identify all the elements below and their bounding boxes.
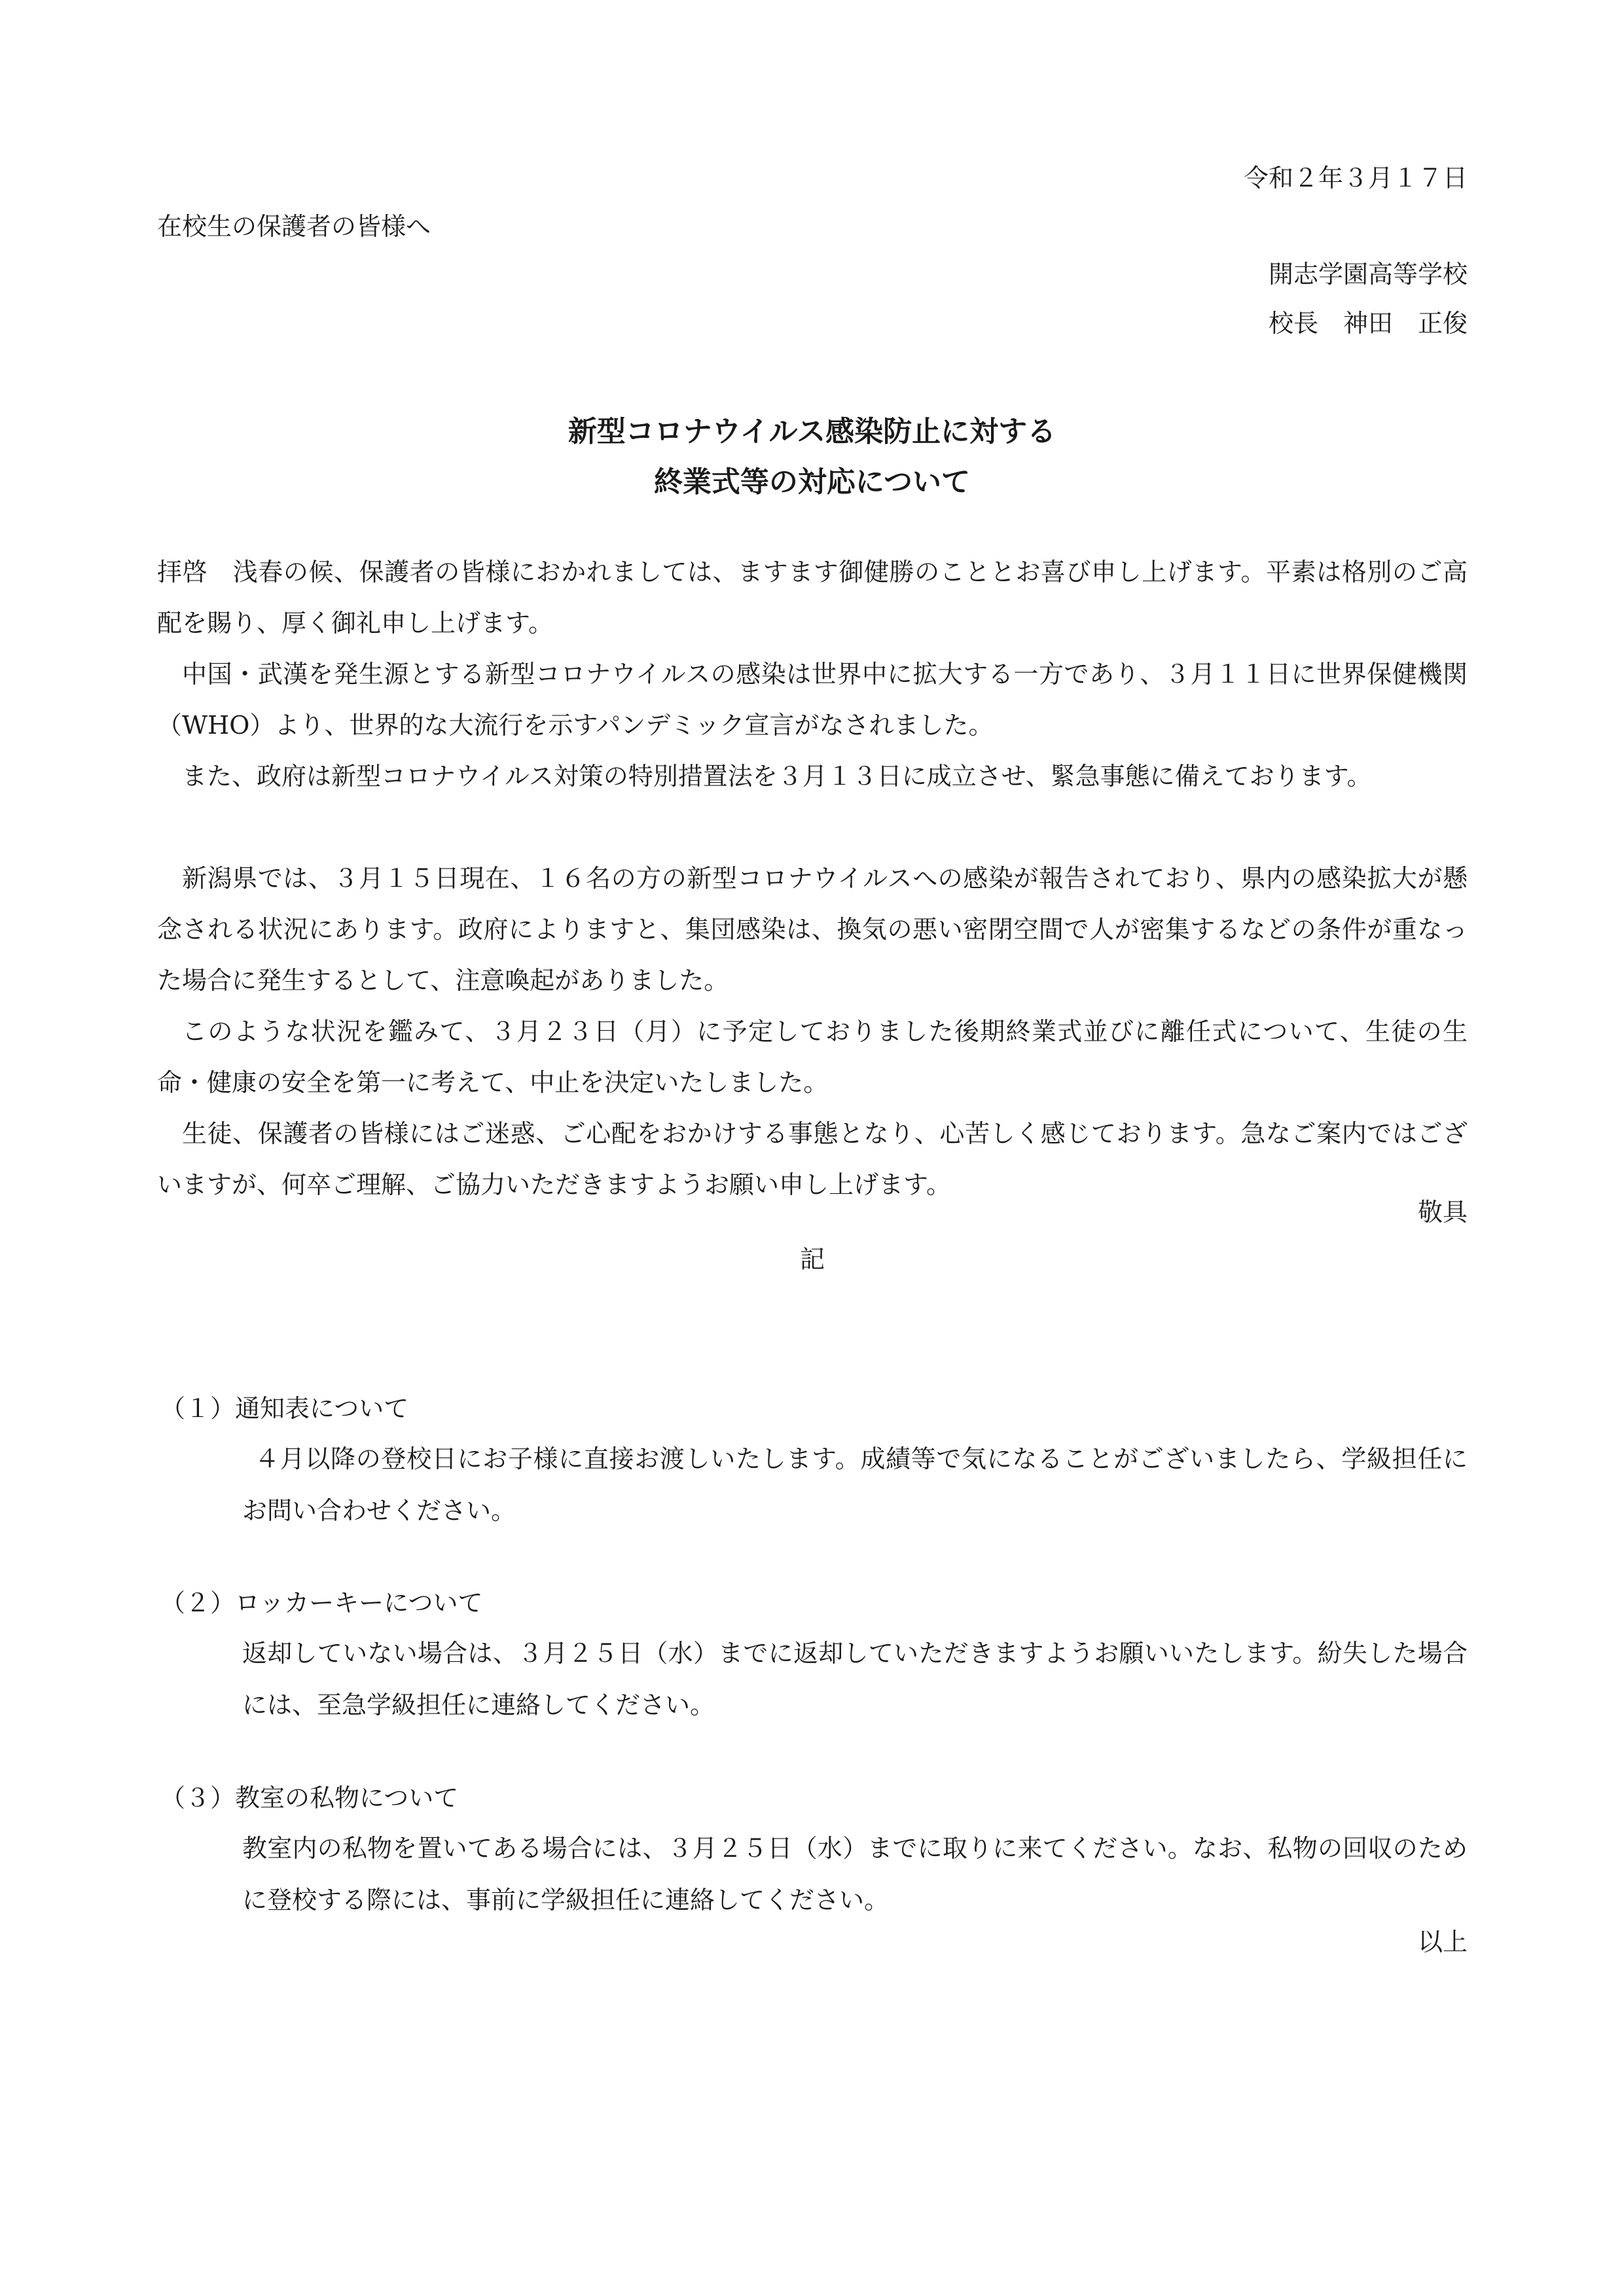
end-mark: 以上: [1417, 1928, 1468, 1956]
section-2-heading: （２）ロッカーキーについて: [160, 1588, 483, 1617]
paragraph-niigata: 新潟県では、３月１５日現在、１６名の方の新型コロナウイルスへの感染が報告されており、県内の感染拡大が懸念される状況にあります。政府によりますと、集団感染は、換気の悪い密閉空間で人が密集するなどの条件が重なった場合に発生するとして、注意喚起がありました。: [157, 864, 1468, 995]
paragraph-government: また、政府は新型コロナウイルス対策の特別措置法を３月１３日に成立させ、緊急事態に備えております。: [182, 762, 1372, 791]
section-1-heading: （１）通知表について: [160, 1394, 409, 1423]
principal-name: 校長 神田 正俊: [1268, 309, 1468, 338]
document-title-line-1: 新型コロナウイルス感染防止に対する: [568, 415, 1056, 448]
paragraph-apology: 生徒、保護者の皆様にはご迷惑、ご心配をおかけする事態となり、心苦しく感じております。急なご案内ではございますが、何卒ご理解、ご協力いただきますようお願い申し上げます。: [157, 1119, 1468, 1199]
addressee: 在校生の保護者の皆様へ: [157, 212, 431, 241]
ki-marker: 記: [800, 1245, 825, 1274]
section-1-body: ４月以降の登校日にお子様に直接お渡しいたします。成績等で気になることがございましたら、学級担任にお問い合わせください。: [242, 1444, 1468, 1525]
paragraph-pandemic: 中国・武漢を発生源とする新型コロナウイルスの感染は世界中に拡大する一方であり、３月１１日に世界保健機関（WHO）より、世界的な大流行を示すパンデミック宣言がなされました。: [157, 660, 1468, 740]
school-name: 開志学園高等学校: [1268, 260, 1468, 289]
document-date: 令和２年３月１７日: [1243, 164, 1468, 192]
document-title-line-2: 終業式等の対応について: [653, 465, 971, 499]
section-3-body: 教室内の私物を置いてある場合には、３月２５日（水）までに取りに来てください。なお、私物の回収のために登校する際には、事前に学級担任に連絡してください。: [242, 1834, 1468, 1914]
section-2-body: 返却していない場合は、３月２５日（水）までに返却していただきますようお願いいたします。紛失した場合には、至急学級担任に連絡してください。: [242, 1639, 1468, 1719]
closing-keigu: 敬具: [1417, 1198, 1468, 1227]
paragraph-greeting: 拝啓 浅春の候、保護者の皆様におかれましては、ますます御健勝のこととお喜び申し上げます。平素は格別のご高配を賜り、厚く御礼申し上げます。: [157, 558, 1468, 637]
section-3-heading: （３）教室の私物について: [160, 1784, 459, 1812]
paragraph-cancellation: このような状況を鑑みて、３月２３日（月）に予定しておりました後期終業式並びに離任式について、生徒の生命・健康の安全を第一に考えて、中止を決定いたしました。: [157, 1017, 1468, 1097]
